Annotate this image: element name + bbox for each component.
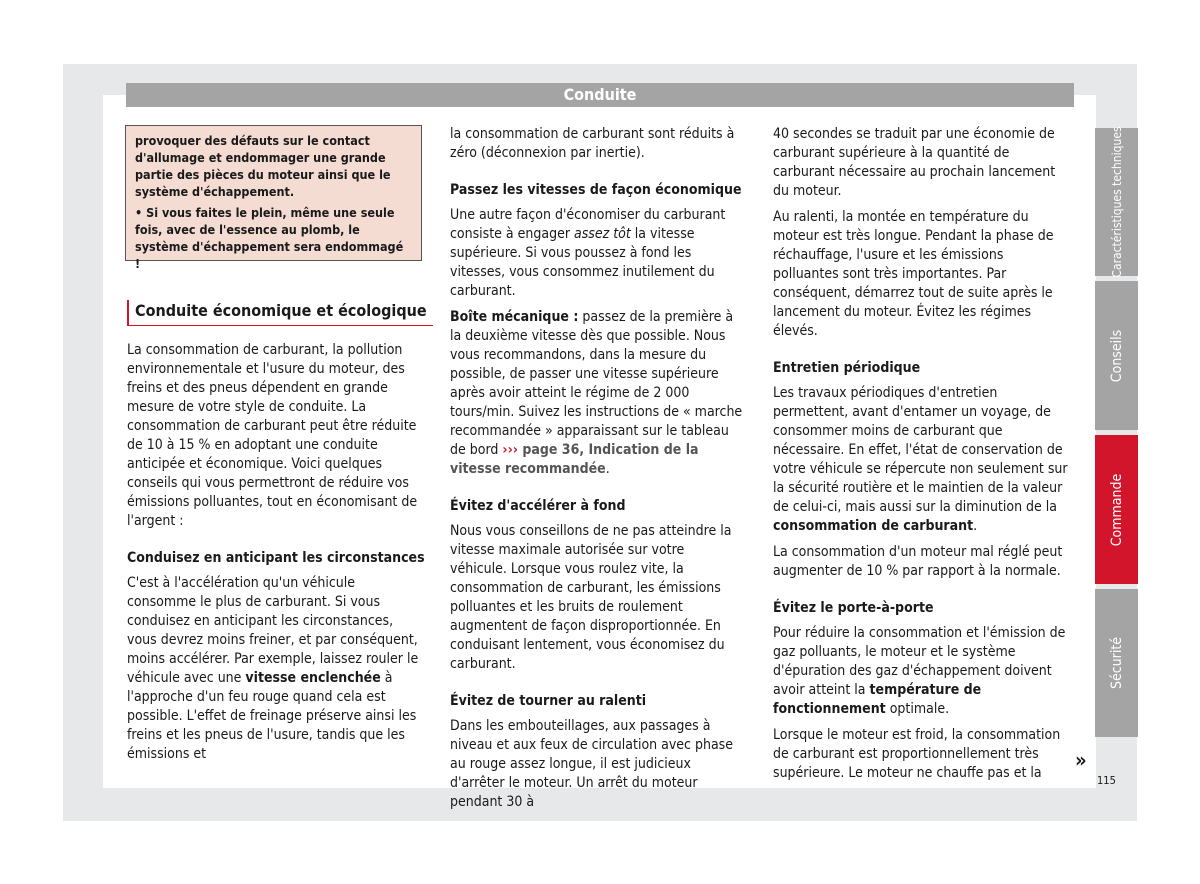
tab-label: Sécurité [1108,636,1125,690]
tab-commande[interactable] [1095,435,1138,584]
text-span: la vitesse supérieure. Si vous poussez à fond les vitesses, vous consommez inutilement du carburant. [450,226,715,299]
warning-text: provoquer des défauts sur le contact d'allumage et endommager une grande partie des pièces du moteur ainsi que le système d'échappement. [135,133,391,199]
continue-arrow-icon: » [1075,748,1087,772]
column-1 [127,341,425,764]
text-span: Les travaux périodiques d'entretien permettent, avant d'entamer un voyage, de consommer moins de carburant que nécessaire. En effet, l'état de conservation de votre véhicule se répercute non seulement sur la sécurité routière et le maintien de la valeur de celui-ci, mais aussi sur la diminution de la [773,385,1068,515]
tab-label: Caractéristiques techniques [1109,126,1124,278]
tuning-paragraph: La consommation d'un moteur mal réglé peut augmenter de 10 % par rapport à la normale. [773,544,1063,579]
gears-paragraph [450,206,745,301]
inertia-paragraph: la consommation de carburant sont réduits à zéro (déconnexion par inertie). [450,126,735,161]
cross-reference-link[interactable]: page 36, Indication de la vitesse recommandée [450,442,699,477]
intro-paragraph: La consommation de carburant, la pollution environnementale et l'usure du moteur, des freins et des pneus dépendent en grande mesure de votre style de conduite. La consommation de carburant peut être réduite de 10 à 15 % en adoptant une conduite anticipée et économique. Voici quelques conseils qui vous permettront de réduire vos émissions polluantes, tout en économisant de l'argent : [127,342,418,529]
subheading-idle: Évitez de tourner au ralenti [450,693,647,709]
italic-span: assez tôt [574,226,631,242]
bold-span: vitesse enclenchée [245,670,381,686]
text-span: C'est à l'accélération qu'un véhicule consomme le plus de carburant. Si vous conduisez en anticipant les circonstances, vous devrez moins freiner, et par conséquent, moins accélérer. Par exemple, laissez rouler le véhicule avec une [127,575,419,686]
maintenance-paragraph [773,384,1070,536]
full-throttle-paragraph: Nous vous conseillons de ne pas atteindre la vitesse maximale autorisée sur votre véhicule. Lorsque vous roulez vite, la consommation de carburant, les émissions polluantes et les bruits de roulement augmentent de façon disproportionnée. En conduisant lentement, vous économisez du carburant. [450,523,732,672]
subheading-anticipation: Conduisez en anticipant les circonstances [127,550,425,566]
subheading-maintenance: Entretien périodique [773,360,921,376]
tab-label: Conseils [1108,329,1125,382]
cold-engine-paragraph: Lorsque le moteur est froid, la consommation de carburant est proportionnellement très supérieure. Le moteur ne chauffe pas et la [773,727,1061,781]
page-number: 115 [1097,774,1116,787]
section-title: Conduite économique et écologique [127,300,433,326]
tab-caracteristiques-techniques[interactable] [1095,128,1138,276]
tab-conseils[interactable] [1095,281,1138,430]
bold-span: température de fonctionnement [773,682,982,717]
text-span: à l'approche d'un feu rouge quand cela est possible. L'effet de freinage préserve ainsi les freins et les pneus de l'usure, tandis que les émissions et [127,670,417,762]
text-span: Une autre façon d'économiser du carburant consiste à engager [450,207,726,242]
warmup-paragraph: Au ralenti, la montée en température du moteur est très longue. Pendant la phase de réchauffage, l'usure et les émissions polluantes sont très importantes. Par conséquent, démarrez tout de suite après le lancement du moteur. Évitez les régimes élevés. [773,209,1054,339]
column-2 [450,125,745,812]
bold-span: Boîte mécanique : [450,309,579,325]
text-span: passez de la première à la deuxième vitesse dès que possible. Nous vous recommandons, dans la mesure du possible, de passer une vitesse supérieure après avoir atteint le régime de 2 000 tours/min. Suivez les instructions de « marche recommandée » apparaissant sur le tableau de bord [450,309,743,458]
manual-gearbox-paragraph [450,308,745,479]
text-span: . [973,518,978,534]
anticipation-paragraph [127,574,425,764]
idle-paragraph: Dans les embouteillages, aux passages à niveau et aux feux de circulation avec phase au rouge assez longue, il est judicieux d'arrêter le moteur. Un arrêt du moteur pendant 30 à [450,718,733,810]
chapter-header: Conduite [126,83,1074,107]
warning-bullet: • Si vous faites le plein, même une seule fois, avec de l'essence au plomb, le système d'échappement sera endommagé ! [135,205,404,271]
text-span: optimale. [885,701,950,717]
warning-box [125,125,422,271]
short-trips-paragraph [773,624,1070,719]
subheading-short-trips: Évitez le porte-à-porte [773,600,934,616]
subheading-gears: Passez les vitesses de façon économique [450,182,742,198]
text-span: . [605,461,610,477]
savings-paragraph: 40 secondes se traduit par une économie de carburant supérieure à la quantité de carburant nécessaire au prochain lancement du moteur. [773,126,1056,199]
subheading-full-throttle: Évitez d'accélérer à fond [450,498,626,514]
cross-reference-arrow-icon: ››› [502,442,518,458]
text-span: Pour réduire la consommation et l'émission de gaz polluants, le moteur et le système d'épuration des gaz d'échappement doivent avoir atteint la [773,625,1066,698]
bold-span: consommation de carburant [773,518,974,534]
column-3 [773,125,1070,783]
tab-securite[interactable] [1095,589,1138,737]
tab-label: Commande [1108,473,1125,546]
